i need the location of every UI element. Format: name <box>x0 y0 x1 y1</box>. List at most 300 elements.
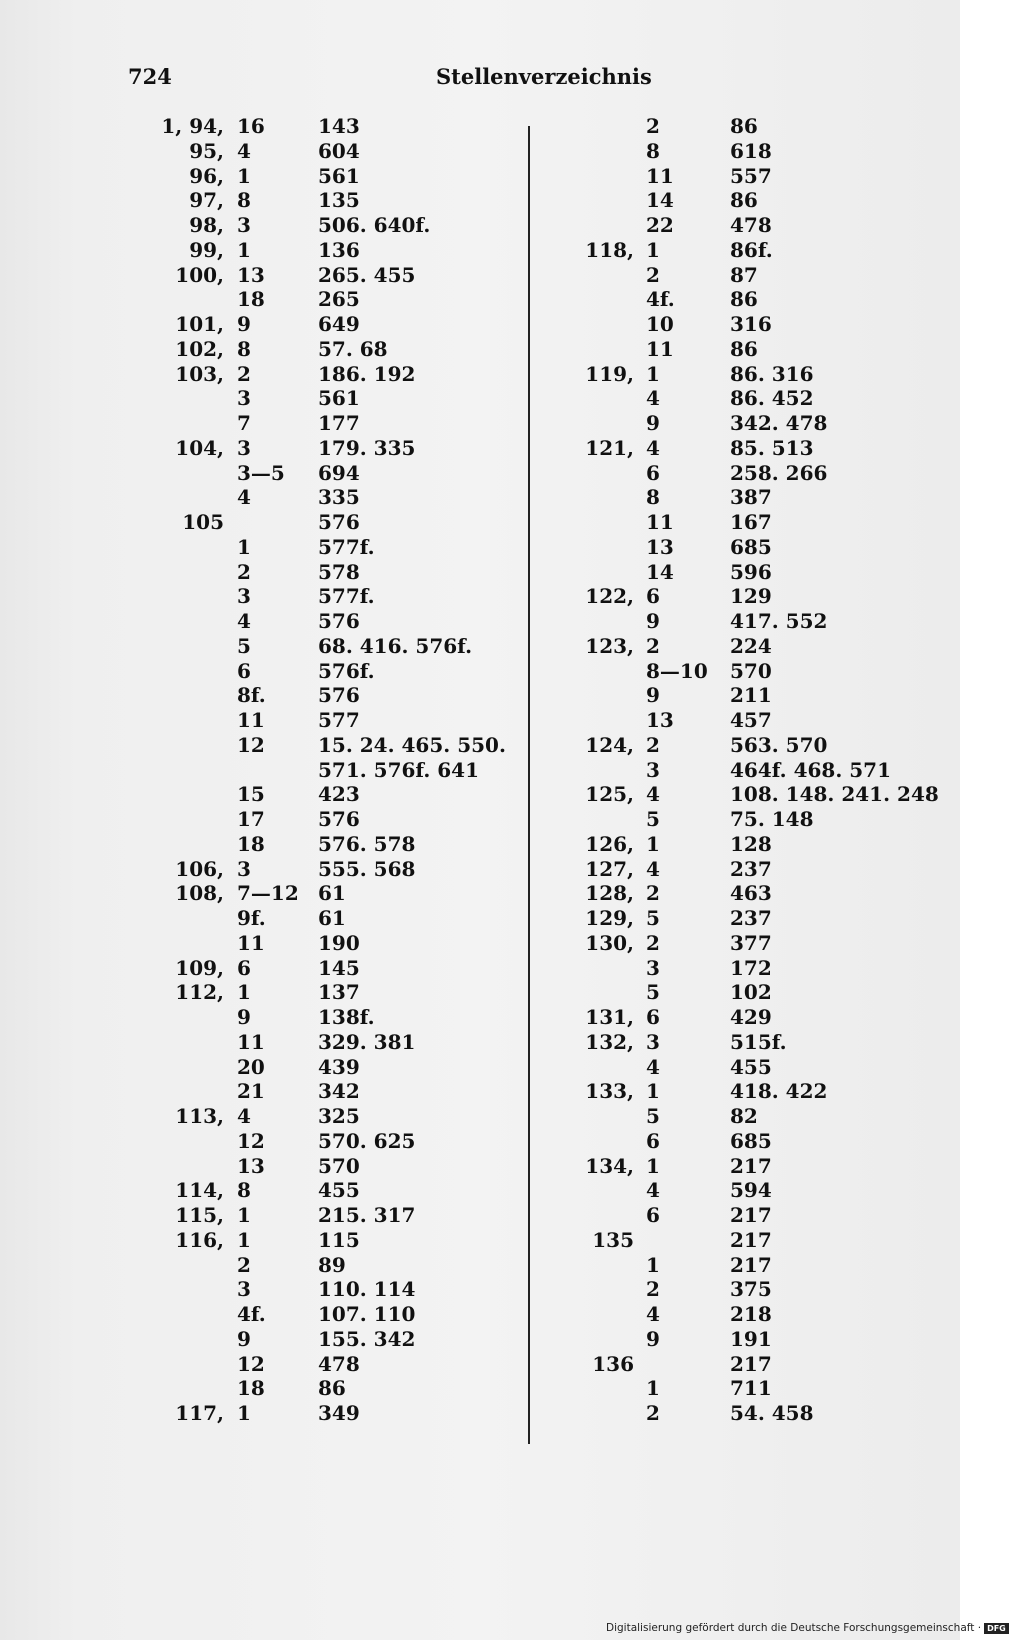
index-page-refs: 218 <box>730 1302 772 1326</box>
index-chapter: 124, <box>585 732 634 757</box>
index-verse: 13 <box>646 708 674 732</box>
index-row <box>530 263 960 288</box>
index-row <box>530 609 960 634</box>
index-row <box>0 708 528 733</box>
index-row <box>0 1401 528 1426</box>
index-row <box>530 1030 960 1055</box>
index-verse: 5 <box>646 1104 660 1128</box>
index-row <box>0 782 528 807</box>
index-row <box>0 1129 528 1154</box>
index-page-refs: 237 <box>730 856 772 881</box>
index-chapter: 128, <box>585 881 634 906</box>
index-page-refs: 135 <box>318 188 360 213</box>
index-verse: 11 <box>237 930 265 955</box>
index-page-refs: 649 <box>318 312 360 336</box>
index-verse: 2 <box>237 559 251 584</box>
index-row <box>530 931 960 956</box>
index-row <box>530 1352 960 1377</box>
index-page-refs: 87 <box>730 262 758 287</box>
index-verse: 2 <box>646 881 660 906</box>
index-row <box>0 733 528 758</box>
index-verse: 11 <box>646 163 674 188</box>
index-verse: 4f. <box>646 287 675 312</box>
page-title: Stellenverzeichnis <box>436 64 652 89</box>
index-row <box>0 139 528 164</box>
index-verse: 4 <box>237 609 251 633</box>
index-chapter: 102, <box>175 336 224 361</box>
index-page-refs: 457 <box>730 708 772 732</box>
index-page-refs: 15. 24. 465. 550. <box>318 732 506 757</box>
index-row <box>0 1030 528 1055</box>
index-page-refs: 57. 68 <box>318 336 388 361</box>
index-page-refs: 561 <box>318 386 360 411</box>
index-chapter: 108, <box>175 881 224 906</box>
index-page-refs: 61 <box>318 881 346 906</box>
index-chapter: 130, <box>585 930 634 955</box>
index-row <box>530 337 960 362</box>
index-page-refs: 190 <box>318 930 360 955</box>
index-verse: 9 <box>646 683 660 708</box>
index-row <box>0 683 528 708</box>
index-page-refs: 455 <box>730 1054 772 1079</box>
index-column-right <box>530 0 960 1640</box>
index-row <box>0 337 528 362</box>
index-verse: 11 <box>237 1029 265 1054</box>
index-row <box>530 832 960 857</box>
page-margin <box>960 0 1000 1640</box>
index-page-refs: 570 <box>318 1153 360 1178</box>
index-page-refs: 576. 578 <box>318 831 416 856</box>
index-page-refs: 186. 192 <box>318 361 416 386</box>
index-verse: 2 <box>646 114 660 138</box>
index-chapter: 132, <box>585 1029 634 1054</box>
index-chapter: 134, <box>585 1153 634 1178</box>
index-verse: 6 <box>646 1203 660 1227</box>
index-page-refs: 110. 114 <box>318 1277 416 1302</box>
index-verse: 3 <box>237 386 251 411</box>
index-chapter: 1, 94, <box>161 114 224 138</box>
index-row <box>530 634 960 659</box>
index-verse: 1 <box>237 534 251 559</box>
index-row <box>530 1302 960 1327</box>
index-chapter: 95, <box>189 138 224 163</box>
index-verse: 8 <box>646 138 660 163</box>
index-verse: 2 <box>646 633 660 658</box>
index-row <box>530 782 960 807</box>
index-chapter: 98, <box>189 213 224 237</box>
index-page-refs: 143 <box>318 114 360 138</box>
index-row <box>0 807 528 832</box>
index-chapter: 117, <box>175 1401 224 1425</box>
index-row <box>0 263 528 288</box>
index-page-refs: 237 <box>730 906 772 930</box>
index-chapter: 106, <box>175 856 224 881</box>
index-page-refs: 557 <box>730 163 772 188</box>
index-row <box>530 956 960 981</box>
index-row <box>0 1055 528 1080</box>
index-chapter: 121, <box>585 435 634 460</box>
index-page-refs: 86 <box>730 336 758 361</box>
index-row <box>530 1327 960 1352</box>
index-row <box>0 461 528 486</box>
index-verse: 5 <box>237 633 251 658</box>
index-row <box>530 188 960 213</box>
index-page-refs: 179. 335 <box>318 435 416 460</box>
index-verse: 2 <box>237 1252 251 1277</box>
index-page-refs: 342. 478 <box>730 411 828 435</box>
index-page-refs: 377 <box>730 930 772 955</box>
index-verse: 12 <box>237 732 265 757</box>
index-chapter: 113, <box>175 1104 224 1128</box>
index-row <box>530 510 960 535</box>
index-verse: 20 <box>237 1054 265 1079</box>
index-verse: 13 <box>237 1153 265 1178</box>
index-verse: 2 <box>646 1277 660 1302</box>
index-verse: 8—10 <box>646 658 708 683</box>
index-page-refs: 329. 381 <box>318 1029 416 1054</box>
index-row <box>530 1401 960 1426</box>
index-row <box>530 139 960 164</box>
index-verse: 4 <box>646 782 660 807</box>
index-row <box>530 535 960 560</box>
index-verse: 1 <box>646 1153 660 1178</box>
index-verse: 17 <box>237 807 265 831</box>
index-verse: 9 <box>237 1326 251 1351</box>
index-page-refs: 335 <box>318 485 360 510</box>
index-verse: 3 <box>237 213 251 237</box>
index-page-refs: 108. 148. 241. 248 <box>730 782 939 807</box>
index-page-refs: 577f. <box>318 584 375 609</box>
index-row <box>530 683 960 708</box>
index-page-refs: 570. 625 <box>318 1128 416 1153</box>
index-row <box>530 1055 960 1080</box>
index-page-refs: 618 <box>730 138 772 163</box>
index-row <box>0 1005 528 1030</box>
index-page-refs: 136 <box>318 237 360 262</box>
index-verse: 11 <box>237 708 265 732</box>
index-verse: 3 <box>646 955 660 980</box>
index-page-refs: 387 <box>730 485 772 510</box>
index-row <box>530 1154 960 1179</box>
index-chapter: 103, <box>175 361 224 386</box>
index-verse: 9 <box>646 609 660 633</box>
index-verse: 13 <box>237 262 265 287</box>
index-verse: 8 <box>237 336 251 361</box>
index-verse: 6 <box>237 658 251 683</box>
index-page-refs: 576 <box>318 510 360 534</box>
index-page-refs: 576 <box>318 807 360 831</box>
index-verse: 4f. <box>237 1302 266 1326</box>
index-chapter: 126, <box>585 831 634 856</box>
index-page-refs: 211 <box>730 683 772 708</box>
index-row <box>530 114 960 139</box>
index-row <box>0 510 528 535</box>
index-verse: 5 <box>646 807 660 831</box>
index-page-refs: 172 <box>730 955 772 980</box>
index-verse: 6 <box>646 1128 660 1153</box>
index-row <box>0 758 528 783</box>
index-row <box>530 461 960 486</box>
index-verse: 1 <box>646 831 660 856</box>
index-row <box>0 312 528 337</box>
index-page-refs: 177 <box>318 411 360 435</box>
index-row <box>0 1302 528 1327</box>
index-row <box>0 956 528 981</box>
index-page-refs: 217 <box>730 1203 772 1227</box>
index-page-refs: 155. 342 <box>318 1326 416 1351</box>
index-page-refs: 86. 452 <box>730 386 814 411</box>
index-page-refs: 86. 316 <box>730 361 814 386</box>
index-page-refs: 423 <box>318 782 360 807</box>
index-chapter: 97, <box>189 188 224 213</box>
index-row <box>530 659 960 684</box>
index-verse: 1 <box>646 1079 660 1104</box>
index-row <box>530 807 960 832</box>
index-row <box>530 213 960 238</box>
index-verse: 9f. <box>237 906 266 930</box>
index-verse: 16 <box>237 114 265 138</box>
index-page-refs: 578 <box>318 559 360 584</box>
index-verse: 3 <box>237 856 251 881</box>
index-page-refs: 191 <box>730 1326 772 1351</box>
index-page-refs: 82 <box>730 1104 758 1128</box>
index-verse: 6 <box>646 460 660 485</box>
index-row <box>530 312 960 337</box>
index-row <box>0 906 528 931</box>
index-verse: 1 <box>237 980 251 1005</box>
index-page-refs: 316 <box>730 312 772 336</box>
index-verse: 4 <box>237 1104 251 1128</box>
index-verse: 2 <box>646 732 660 757</box>
index-row <box>530 708 960 733</box>
index-page-refs: 594 <box>730 1178 772 1203</box>
index-page-refs: 418. 422 <box>730 1079 828 1104</box>
index-verse: 3 <box>646 1029 660 1054</box>
index-verse: 9 <box>646 1326 660 1351</box>
index-page-refs: 86 <box>730 188 758 213</box>
index-row <box>0 1203 528 1228</box>
index-page-refs: 478 <box>318 1351 360 1376</box>
index-page-refs: 145 <box>318 955 360 980</box>
index-page-refs: 478 <box>730 213 772 237</box>
index-row <box>0 634 528 659</box>
index-page-refs: 604 <box>318 138 360 163</box>
index-row <box>530 1203 960 1228</box>
index-page-refs: 506. 640f. <box>318 213 431 237</box>
index-verse: 2 <box>646 262 660 287</box>
index-verse: 14 <box>646 559 674 584</box>
index-page-refs: 463 <box>730 881 772 906</box>
index-verse: 11 <box>646 510 674 534</box>
index-page-refs: 68. 416. 576f. <box>318 633 473 658</box>
index-row <box>530 980 960 1005</box>
index-page-refs: 129 <box>730 584 772 609</box>
index-chapter: 131, <box>585 1005 634 1029</box>
index-chapter: 123, <box>585 633 634 658</box>
index-page-refs: 115 <box>318 1227 360 1252</box>
index-row <box>0 1154 528 1179</box>
index-row <box>0 857 528 882</box>
index-verse: 4 <box>237 485 251 510</box>
index-row <box>0 287 528 312</box>
index-page-refs: 685 <box>730 1128 772 1153</box>
index-row <box>530 560 960 585</box>
index-row <box>530 857 960 882</box>
index-page-refs: 217 <box>730 1153 772 1178</box>
index-page-refs: 711 <box>730 1376 772 1401</box>
index-row <box>530 1079 960 1104</box>
index-page-refs: 89 <box>318 1252 346 1277</box>
index-row <box>530 1277 960 1302</box>
index-page-refs: 138f. <box>318 1005 375 1029</box>
index-verse: 9 <box>646 411 660 435</box>
index-row <box>530 411 960 436</box>
index-row <box>0 609 528 634</box>
index-chapter: 96, <box>189 163 224 188</box>
index-verse: 7 <box>237 411 251 435</box>
index-verse: 9 <box>237 312 251 336</box>
index-page-refs: 75. 148 <box>730 807 814 831</box>
index-page-refs: 439 <box>318 1054 360 1079</box>
index-page-refs: 217 <box>730 1252 772 1277</box>
index-verse: 18 <box>237 831 265 856</box>
index-row <box>530 584 960 609</box>
index-row <box>0 584 528 609</box>
index-row <box>0 213 528 238</box>
index-row <box>0 164 528 189</box>
index-verse: 8 <box>646 485 660 510</box>
index-chapter: 116, <box>175 1227 224 1252</box>
index-row <box>530 238 960 263</box>
index-page-refs: 86 <box>730 114 758 138</box>
index-row <box>530 1129 960 1154</box>
index-page-refs: 86f. <box>730 237 773 262</box>
index-row <box>0 1327 528 1352</box>
index-verse: 8f. <box>237 683 266 708</box>
index-row <box>0 238 528 263</box>
index-row <box>530 1376 960 1401</box>
index-page-refs: 265 <box>318 287 360 312</box>
index-row <box>0 881 528 906</box>
index-page-refs: 571. 576f. 641 <box>318 757 479 782</box>
index-row <box>530 881 960 906</box>
index-page-refs: 563. 570 <box>730 732 828 757</box>
index-verse: 1 <box>237 1203 251 1227</box>
index-verse: 4 <box>237 138 251 163</box>
index-row <box>0 931 528 956</box>
index-row <box>0 1277 528 1302</box>
index-chapter: 104, <box>175 435 224 460</box>
index-page-refs: 375 <box>730 1277 772 1302</box>
index-page-refs: 128 <box>730 831 772 856</box>
index-row <box>530 436 960 461</box>
index-verse: 4 <box>646 1302 660 1326</box>
index-page-refs: 576f. <box>318 658 375 683</box>
index-page-refs: 464f. 468. 571 <box>730 757 891 782</box>
index-verse: 21 <box>237 1079 265 1104</box>
index-row <box>0 535 528 560</box>
index-row <box>0 386 528 411</box>
index-chapter: 135 <box>592 1227 634 1252</box>
index-verse: 8 <box>237 188 251 213</box>
index-row <box>0 980 528 1005</box>
dfg-logo: DFG <box>984 1623 1009 1634</box>
index-row <box>530 362 960 387</box>
index-row <box>0 832 528 857</box>
index-page-refs: 342 <box>318 1079 360 1104</box>
index-verse: 1 <box>646 237 660 262</box>
index-chapter: 114, <box>175 1178 224 1203</box>
index-page-refs: 265. 455 <box>318 262 416 287</box>
index-page-refs: 570 <box>730 658 772 683</box>
index-row <box>530 1104 960 1129</box>
index-page-refs: 576 <box>318 683 360 708</box>
index-verse: 3 <box>646 757 660 782</box>
index-page-refs: 577f. <box>318 534 375 559</box>
index-chapter: 122, <box>585 584 634 609</box>
index-verse: 3 <box>237 1277 251 1302</box>
index-verse: 18 <box>237 1376 265 1401</box>
index-chapter: 99, <box>189 237 224 262</box>
index-row <box>0 1376 528 1401</box>
index-page-refs: 429 <box>730 1005 772 1029</box>
index-row <box>0 1178 528 1203</box>
index-verse: 2 <box>646 1401 660 1425</box>
index-verse: 1 <box>646 361 660 386</box>
index-page-refs: 167 <box>730 510 772 534</box>
index-row <box>0 114 528 139</box>
index-verse: 22 <box>646 213 674 237</box>
index-chapter: 100, <box>175 262 224 287</box>
index-chapter: 109, <box>175 955 224 980</box>
index-row <box>0 560 528 585</box>
index-page-refs: 215. 317 <box>318 1203 416 1227</box>
index-row <box>530 287 960 312</box>
index-page-refs: 685 <box>730 534 772 559</box>
index-page-refs: 325 <box>318 1104 360 1128</box>
index-verse: 6 <box>646 1005 660 1029</box>
index-verse: 10 <box>646 312 674 336</box>
index-chapter: 101, <box>175 312 224 336</box>
index-row <box>0 188 528 213</box>
index-row <box>530 164 960 189</box>
index-page-refs: 596 <box>730 559 772 584</box>
index-verse: 4 <box>646 856 660 881</box>
index-verse: 18 <box>237 287 265 312</box>
index-verse: 1 <box>237 1227 251 1252</box>
index-verse: 13 <box>646 534 674 559</box>
index-verse: 6 <box>646 584 660 609</box>
index-verse: 3 <box>237 435 251 460</box>
footer-text: Digitalisierung gefördert durch die Deutsche Forschungsgemeinschaft · <box>606 1622 982 1634</box>
index-row <box>530 386 960 411</box>
index-chapter: 119, <box>585 361 634 386</box>
index-page-refs: 102 <box>730 980 772 1005</box>
index-verse: 6 <box>237 955 251 980</box>
index-row <box>0 485 528 510</box>
index-page-refs: 137 <box>318 980 360 1005</box>
index-chapter: 105 <box>182 510 224 534</box>
index-verse: 1 <box>646 1376 660 1401</box>
index-row <box>530 733 960 758</box>
index-verse: 15 <box>237 782 265 807</box>
index-page-refs: 694 <box>318 460 360 485</box>
index-chapter: 136 <box>592 1351 634 1376</box>
index-row <box>530 1228 960 1253</box>
index-chapter: 112, <box>175 980 224 1005</box>
index-verse: 5 <box>646 906 660 930</box>
index-row <box>0 1079 528 1104</box>
